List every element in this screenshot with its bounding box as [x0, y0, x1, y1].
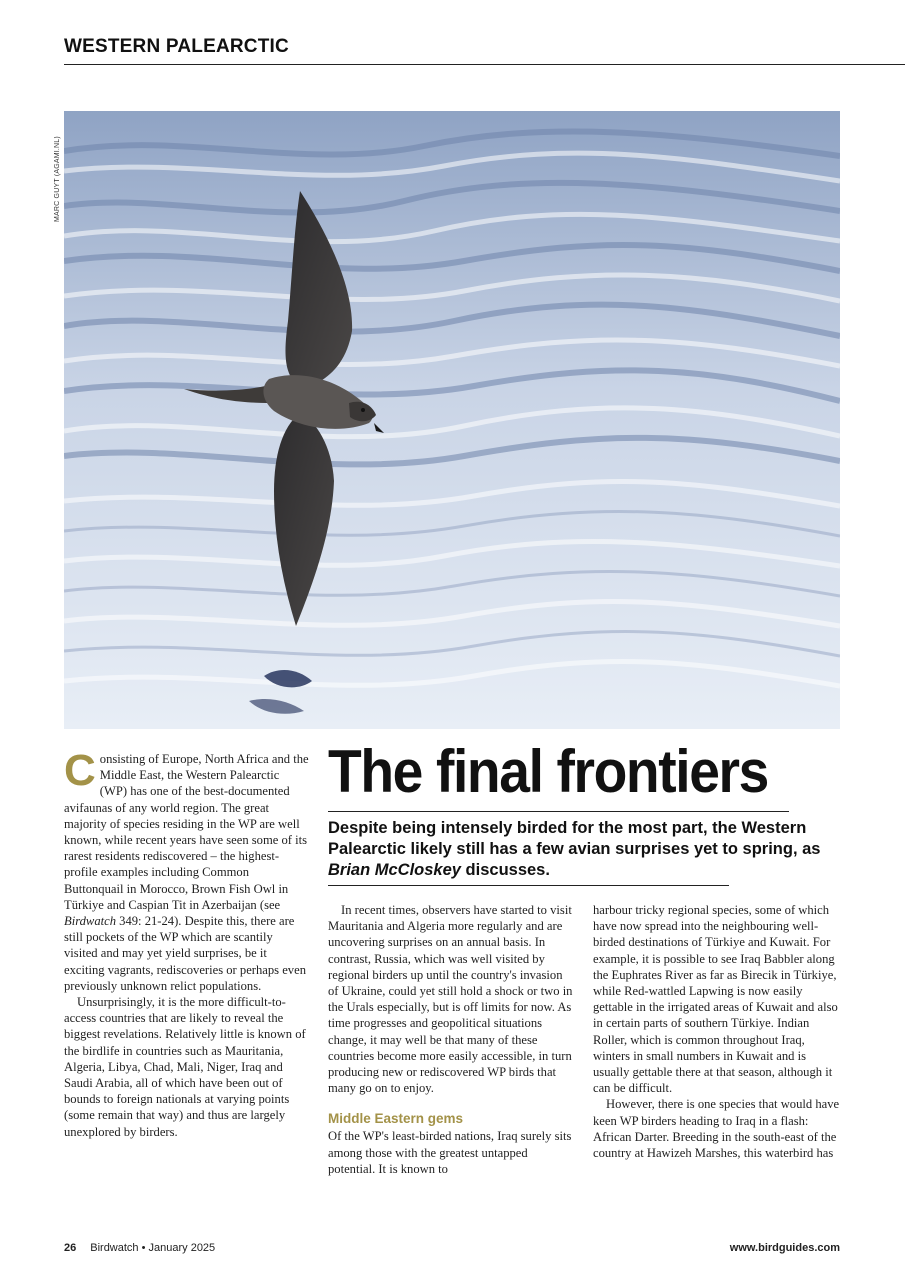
standfirst-end: discusses. [460, 861, 550, 879]
body-paragraph-4: Of the WP's least-birded nations, Iraq surely sits among those with the greatest untapped potential. It is known to [328, 1129, 572, 1176]
standfirst-rule [328, 885, 729, 886]
standfirst [328, 818, 828, 881]
body-paragraph-6: However, there is one species that would have keen WP birders heading to Iraq in a flash: African Darter. Breeding in the south-east of the country at Hawizeh Marshes, this waterbird has [593, 1097, 840, 1161]
drop-cap: C [64, 746, 96, 795]
standfirst-text: Despite being intensely birded for the most part, the Western Palearctic likely still has a few avian surprises yet to spring, as [328, 819, 821, 858]
body-paragraph-1a: onsisting of Europe, North Africa and the Middle East, the Western Palearctic (WP) has one of the best-documented avifaunas of any world region. The great majority of species residing in the WP are well known, while recent years have seen some of its rarest residents rediscovered – the highest-profile examples including Common Buttonquail in Morocco, Brown Fish Owl in Türkiye and Caspian Tit in Azerbaijan (see [64, 752, 309, 912]
author-name: Brian McCloskey [328, 861, 461, 879]
body-paragraph-5: harbour tricky regional species, some of which have now spread into the neighbouring well-birded destinations of Türkiye and Kuwait. For example, it is possible to see Iraq Babbler along the Euphrates River as far as Birecik in Türkiye, while Red-wattled Lapwing is now easily gettable in the irrigated areas of Kuwait and also in certain parts of southern Türkiye. Indian Roller, which is common throughout Iraq, winters in small numbers in Kuwait and is usually gettable there at that season, although it can be difficult. [593, 903, 838, 1096]
section-title: WESTERN PALEARCTIC [64, 36, 289, 57]
column-1 [64, 746, 309, 1140]
footer-url[interactable]: www.birdguides.com [729, 1242, 840, 1254]
page-number: 26 [64, 1242, 77, 1254]
headline-rule [328, 811, 789, 812]
body-paragraph-1b: 349: 21-24). Despite this, there are still pockets of the WP which are scantily visited and may yet yield surprises, be it exciting vagrants, rediscoveries or perhaps even previously unknown relict populations. [64, 914, 306, 993]
headline: The final frontiers [328, 738, 768, 805]
issue-info: Birdwatch • January 2025 [90, 1242, 216, 1254]
magazine-ref: Birdwatch [64, 914, 117, 929]
subheading: Middle Eastern gems [328, 1111, 464, 1127]
photo-credit: MARC GUYT (AGAMI.NL) [54, 136, 61, 222]
column-2 [328, 902, 574, 1177]
bird-over-sea-image [64, 111, 840, 729]
column-3 [593, 902, 840, 1161]
hero-photo [64, 111, 840, 729]
body-paragraph-3: In recent times, observers have started to visit Mauritania and Algeria more regularly and are uncovering surprises on an annual basis. In contrast, Russia, which was well visited by regional birders up until the country's invasion of Ukraine, could yet still hold a shock or two in the Urals especially, but is off limits for now. As time progresses and geopolitical situations change, it may well be that many of these countries become more easily accessible, in turn producing new or rediscovered WP birds that many go on to enjoy. [328, 903, 573, 1096]
top-rule [64, 64, 905, 65]
body-paragraph-2: Unsurprisingly, it is the more difficult-to-access countries that are likely to reveal the biggest revelations. Relatively little is known of the birdlife in countries such as Mauritania, Algeria, Libya, Chad, Mali, Niger, Iraq and Saudi Arabia, all of which have been out of bounds to foreign nationals at varying points (some remain that way) and thus are largely unexplored by birders. [64, 995, 306, 1139]
page-footer [64, 1242, 840, 1254]
